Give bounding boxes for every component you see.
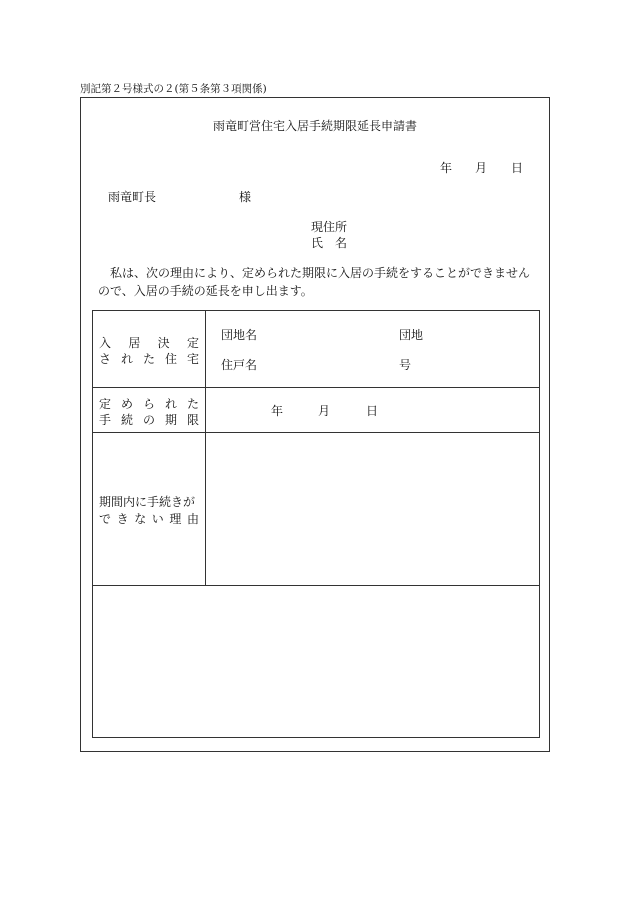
- row2-label-line2: 手 続 の 期 限: [99, 413, 199, 427]
- statement-paragraph: 私は、次の理由により、定められた期限に入居の手続をすることができませんので、入居の手続の延長を申し出ます。: [98, 266, 531, 298]
- reason-field[interactable]: [206, 433, 539, 585]
- row2-label-line1: 定 め ら れ た: [99, 397, 199, 411]
- statement-text: [98, 264, 540, 300]
- complex-suffix: 団地: [399, 328, 424, 342]
- date-day-label: 日: [511, 161, 524, 175]
- application-table: [92, 310, 540, 738]
- addressee-name: 雨竜町長: [108, 190, 157, 204]
- date-month-label: 月: [475, 161, 488, 175]
- row1-label-line1: 入 居 決 定: [99, 336, 199, 350]
- row-divider-1: [93, 387, 539, 388]
- addressee-honorific: 様: [239, 190, 252, 204]
- row3-label-line1: 期間内に手続きが: [99, 495, 196, 509]
- applicant-address-label: 現住所: [311, 220, 348, 234]
- row1-label-line2: さ れ た 住 宅: [99, 352, 199, 366]
- row3-label-line2: で き な い 理 由: [99, 512, 199, 526]
- unit-suffix: 号: [399, 358, 412, 372]
- applicant-name-label: 氏 名: [311, 236, 348, 250]
- bottom-blank-area: [93, 586, 539, 737]
- complex-name-label: 団地名: [221, 328, 258, 342]
- date-year-label: 年: [440, 161, 453, 175]
- deadline-day-label: 日: [366, 404, 379, 418]
- deadline-month-label: 月: [318, 404, 331, 418]
- form-reference: 別記第２号様式の２(第５条第３項関係): [80, 83, 267, 95]
- form-title: 雨竜町営住宅入居手続期限延長申請書: [212, 119, 417, 133]
- deadline-year-label: 年: [271, 404, 284, 418]
- unit-name-label: 住戸名: [221, 358, 258, 372]
